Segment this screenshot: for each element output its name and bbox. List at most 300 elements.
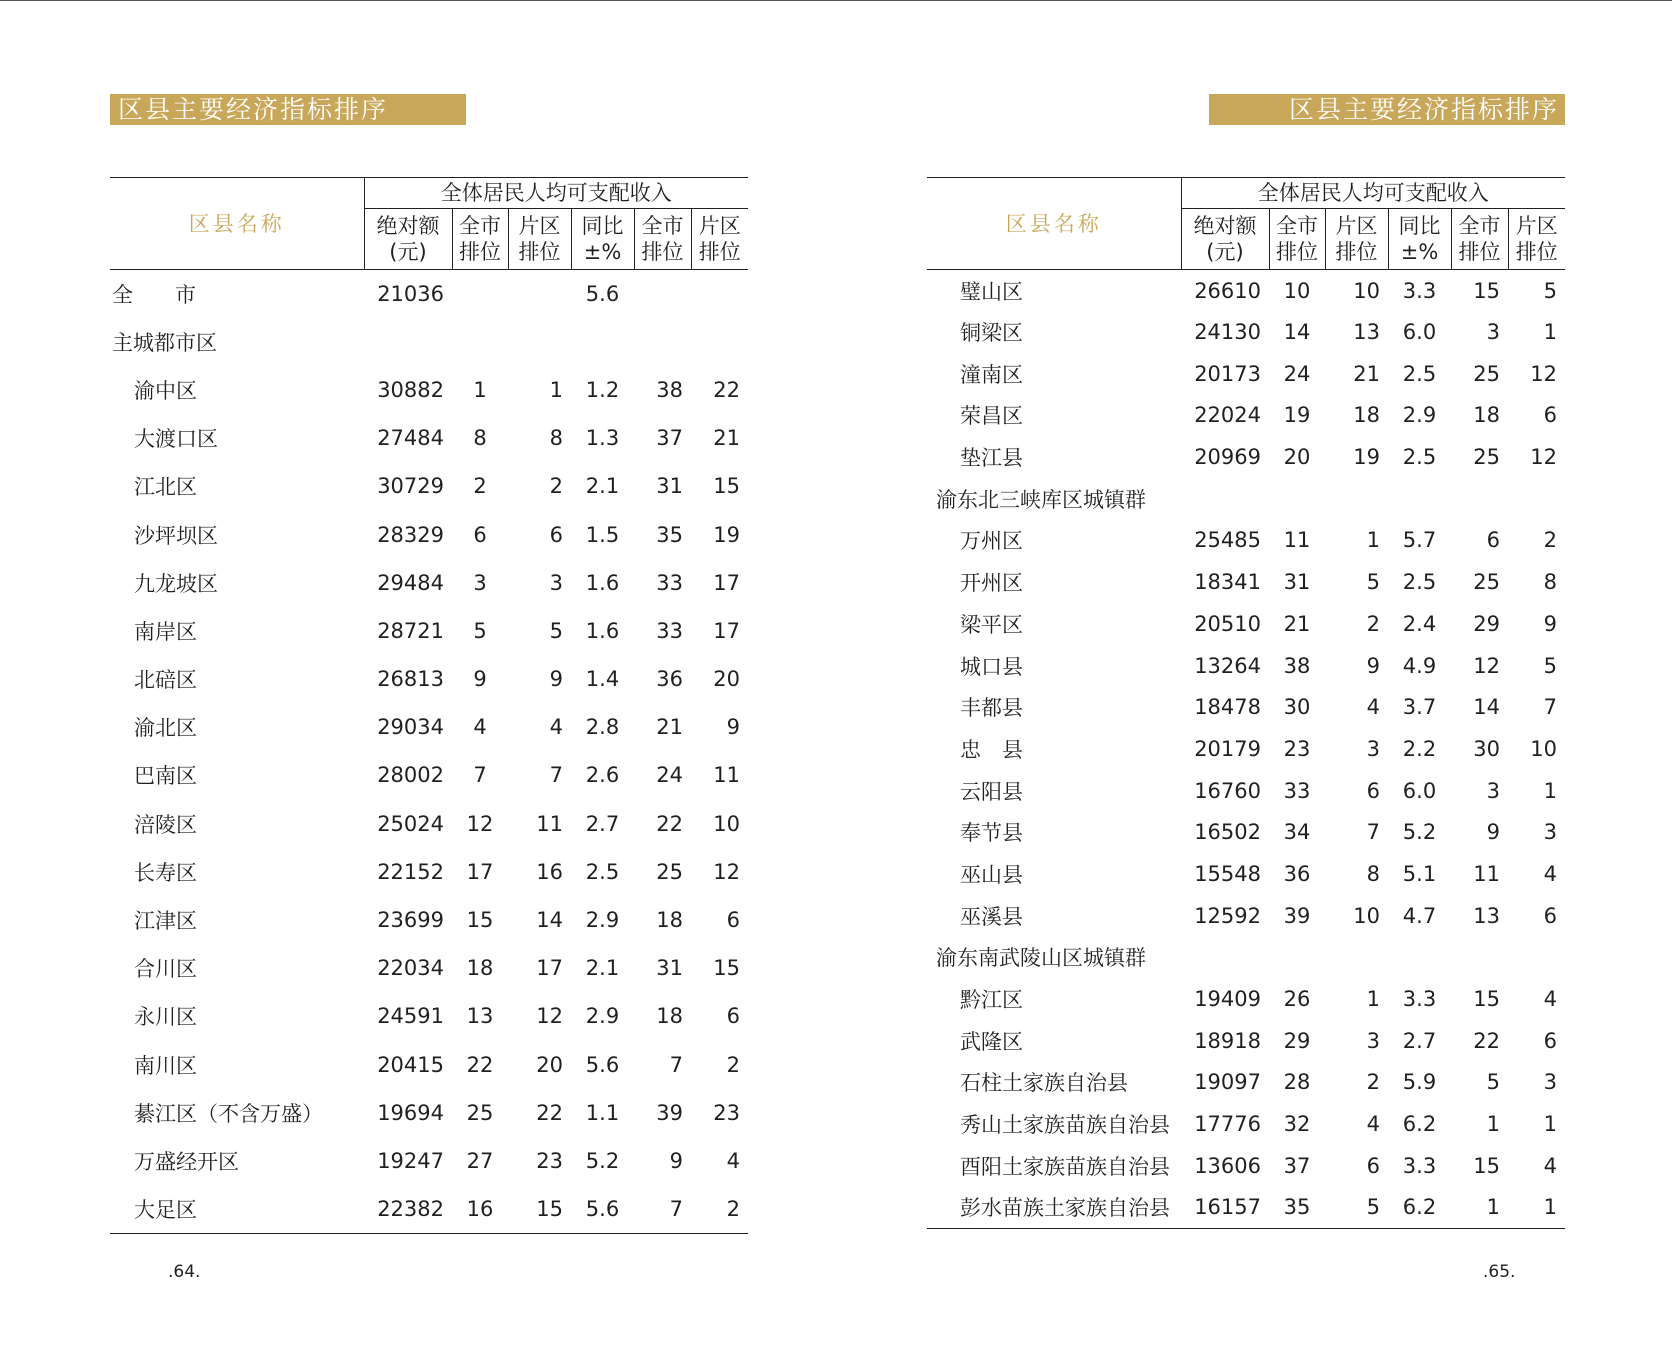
income-absolute: 29034 — [377, 715, 444, 740]
yoy-rank-city: 25 — [1473, 445, 1500, 470]
col-header-rank-city: 全市 排位 — [1269, 209, 1325, 270]
yoy-change: 1.6 — [585, 618, 620, 643]
yoy-rank-area: 3 — [1543, 1070, 1558, 1095]
table-row — [927, 978, 1565, 1020]
rank-area: 16 — [536, 859, 563, 884]
yoy-rank-area: 11 — [713, 763, 741, 788]
yoy-change: 6.2 — [1388, 1187, 1451, 1229]
yoy-rank-city: 18 — [656, 908, 683, 933]
district-name: 主城都市区 — [112, 330, 217, 355]
income-absolute: 27484 — [377, 426, 444, 451]
yoy-rank-city: 22 — [656, 811, 683, 836]
yoy-rank-city: 13 — [1473, 903, 1500, 928]
yoy-change: 1.6 — [585, 570, 620, 595]
income-absolute: 20179 — [1194, 736, 1261, 761]
district-name: 开州区 — [960, 571, 1023, 596]
income-absolute: 18341 — [1194, 570, 1261, 595]
district-name: 巴南区 — [134, 764, 197, 789]
rank-city: 20 — [1283, 445, 1311, 470]
district-name: 全 市 — [112, 282, 196, 307]
district-name: 涪陵区 — [134, 812, 197, 837]
income-absolute: 20173 — [1194, 361, 1261, 386]
yoy-change: 6.2 — [1402, 1112, 1437, 1137]
rank-city: 1 — [473, 377, 487, 402]
district-name: 万州区 — [960, 529, 1023, 554]
yoy-rank-area: 15 — [713, 474, 741, 499]
col-header-abs: 绝对额 (元) — [1181, 209, 1269, 270]
rank-area: 5 — [1325, 1187, 1388, 1229]
rank-city: 13 — [466, 1004, 494, 1029]
rank-city: 7 — [473, 763, 487, 788]
income-absolute: 26610 — [1194, 278, 1261, 303]
rank-area: 6 — [1366, 1153, 1380, 1178]
col-header-yoy-rank-city: 全市 排位 — [1451, 209, 1508, 270]
district-name: 荣昌区 — [960, 404, 1023, 429]
district-name: 巫山县 — [960, 862, 1023, 887]
rank-area: 18 — [1353, 403, 1380, 428]
district-name: 酉阳土家族苗族自治县 — [960, 1154, 1170, 1179]
yoy-rank-city: 7 — [634, 1185, 691, 1233]
col-header-yoy-rank-area: 片区 排位 — [1508, 209, 1565, 270]
col-header-rank-city: 全市 排位 — [452, 209, 508, 270]
table-row — [927, 853, 1565, 895]
rank-area: 9 — [1366, 653, 1380, 678]
district-name: 合川区 — [134, 957, 197, 982]
yoy-rank-city: 18 — [656, 1004, 683, 1029]
district-name: 铜梁区 — [960, 321, 1023, 346]
yoy-change: 3.7 — [1402, 695, 1437, 720]
income-absolute: 24130 — [1194, 320, 1261, 345]
table-row — [927, 1062, 1565, 1104]
table-row — [110, 366, 748, 414]
rank-city: 23 — [1283, 736, 1311, 761]
district-name: 南岸区 — [134, 619, 197, 644]
district-name: 南川区 — [134, 1053, 197, 1078]
district-name: 武隆区 — [960, 1029, 1023, 1054]
section-banner: 区县主要经济指标排序 — [1209, 94, 1565, 125]
section-banner: 区县主要经济指标排序 — [110, 94, 466, 125]
yoy-change: 5.2 — [1402, 820, 1437, 845]
yoy-rank-city: 15 — [1473, 278, 1500, 303]
district-name: 万盛经开区 — [134, 1149, 239, 1174]
yoy-rank-city — [1451, 478, 1508, 520]
district-name: 梁平区 — [960, 612, 1023, 637]
rank-area: 19 — [1353, 445, 1380, 470]
district-name: 綦江区（不含万盛） — [134, 1101, 323, 1126]
yoy-change: 1.3 — [585, 426, 620, 451]
yoy-change: 2.4 — [1402, 611, 1437, 636]
yoy-change: 5.6 — [585, 1052, 620, 1077]
rank-city: 30 — [1283, 695, 1311, 720]
rank-area: 17 — [536, 956, 563, 981]
rank-city: 8 — [473, 426, 487, 451]
group-header: 全体居民人均可支配收入 — [1181, 178, 1565, 209]
col-header-rank-area: 片区 排位 — [1325, 209, 1388, 270]
rank-area: 11 — [536, 811, 563, 836]
table-row — [927, 311, 1565, 353]
yoy-rank-area: 1 — [1543, 778, 1558, 803]
yoy-change — [571, 318, 634, 366]
col-header-rank-area: 片区 排位 — [508, 209, 571, 270]
yoy-rank-city: 37 — [656, 426, 683, 451]
yoy-change: 2.8 — [585, 715, 620, 740]
table-row — [110, 655, 748, 703]
income-absolute: 16760 — [1194, 778, 1261, 803]
yoy-rank-city: 39 — [656, 1100, 683, 1125]
income-absolute: 19409 — [1194, 987, 1261, 1012]
income-absolute: 16157 — [1181, 1187, 1269, 1229]
income-absolute: 19097 — [1194, 1070, 1261, 1095]
table-row — [110, 992, 748, 1040]
income-absolute: 24591 — [377, 1004, 444, 1029]
district-name: 云阳县 — [960, 779, 1023, 804]
table-row — [110, 462, 748, 510]
income-absolute: 16502 — [1194, 820, 1261, 845]
income-absolute: 19247 — [377, 1148, 444, 1173]
rank-area: 15 — [508, 1185, 571, 1233]
yoy-change: 5.1 — [1402, 861, 1437, 886]
rank-city: 19 — [1283, 403, 1311, 428]
income-absolute: 20415 — [377, 1052, 444, 1077]
yoy-rank-area: 9 — [1543, 611, 1558, 636]
district-name: 忠 县 — [960, 737, 1023, 762]
rank-area: 4 — [1366, 695, 1380, 720]
rank-city: 5 — [473, 618, 487, 643]
district-name: 彭水苗族土家族自治县 — [927, 1187, 1181, 1229]
table-row — [110, 559, 748, 607]
rank-city: 6 — [473, 522, 487, 547]
col-header-yoy: 同比 ±% — [1388, 209, 1451, 270]
rank-city: 4 — [473, 715, 487, 740]
district-name: 沙坪坝区 — [134, 523, 218, 548]
yoy-rank-area: 1 — [1543, 320, 1558, 345]
rank-area: 9 — [549, 667, 563, 692]
yoy-rank-city: 31 — [656, 956, 683, 981]
district-name-header: 区县名称 — [110, 178, 364, 270]
yoy-rank-area: 10 — [713, 811, 741, 836]
rank-area: 2 — [1366, 1070, 1380, 1095]
yoy-change: 2.7 — [1402, 1028, 1437, 1053]
yoy-rank-area: 6 — [1543, 403, 1558, 428]
district-name: 奉节县 — [960, 821, 1023, 846]
yoy-rank-area: 6 — [1543, 1028, 1558, 1053]
table-row — [110, 1185, 748, 1233]
yoy-rank-city: 12 — [1473, 653, 1500, 678]
yoy-change: 2.2 — [1402, 736, 1437, 761]
rank-city: 3 — [473, 570, 487, 595]
yoy-change: 2.7 — [585, 811, 620, 836]
table-row — [927, 811, 1565, 853]
yoy-rank-area: 23 — [713, 1100, 741, 1125]
table-row — [110, 1137, 748, 1185]
group-header: 全体居民人均可支配收入 — [364, 178, 748, 209]
yoy-rank-city: 7 — [669, 1052, 683, 1077]
yoy-rank-area: 5 — [1543, 278, 1558, 303]
rank-area: 3 — [1366, 1028, 1380, 1053]
yoy-change: 5.9 — [1402, 1070, 1437, 1095]
district-name: 潼南区 — [960, 362, 1023, 387]
rank-area: 4 — [1366, 1112, 1380, 1137]
rank-city: 2 — [473, 474, 487, 499]
yoy-rank-area: 9 — [726, 715, 741, 740]
table-row — [110, 318, 748, 366]
yoy-rank-area: 6 — [726, 908, 741, 933]
rank-area: 21 — [1353, 361, 1380, 386]
yoy-change: 5.6 — [571, 1185, 634, 1233]
yoy-rank-area: 19 — [713, 522, 741, 547]
rank-city: 22 — [466, 1052, 494, 1077]
rank-city: 12 — [466, 811, 494, 836]
yoy-rank-area: 22 — [713, 377, 741, 402]
rank-area: 1 — [1366, 528, 1380, 553]
district-name: 渝东南武陵山区城镇群 — [936, 946, 1146, 971]
yoy-rank-area: 2 — [1543, 528, 1558, 553]
rank-area: 7 — [1366, 820, 1380, 845]
yoy-rank-area: 20 — [713, 667, 741, 692]
yoy-rank-city — [634, 318, 691, 366]
rank-area — [508, 270, 571, 318]
income-absolute: 30729 — [377, 474, 444, 499]
yoy-rank-area: 12 — [713, 859, 741, 884]
table-row — [110, 1041, 748, 1089]
rank-city: 34 — [1283, 820, 1311, 845]
yoy-rank-area — [691, 270, 748, 318]
income-absolute: 23699 — [377, 908, 444, 933]
yoy-rank-city: 18 — [1473, 403, 1500, 428]
rank-city: 27 — [466, 1148, 494, 1173]
table-row — [927, 770, 1565, 812]
rank-city: 25 — [466, 1100, 494, 1125]
yoy-rank-city: 5 — [1486, 1070, 1500, 1095]
yoy-rank-city: 3 — [1486, 320, 1500, 345]
income-absolute — [1181, 937, 1269, 979]
income-absolute: 28329 — [377, 522, 444, 547]
income-absolute: 19694 — [377, 1100, 444, 1125]
yoy-rank-area: 10 — [1530, 736, 1558, 761]
yoy-change: 6.0 — [1402, 320, 1437, 345]
rank-area: 2 — [1366, 611, 1380, 636]
yoy-rank-city: 36 — [656, 667, 683, 692]
yoy-change: 2.1 — [585, 956, 620, 981]
yoy-change: 2.5 — [1402, 570, 1437, 595]
table-row — [110, 510, 748, 558]
rank-area: 10 — [1353, 903, 1380, 928]
table-row — [927, 395, 1565, 437]
yoy-change: 2.5 — [1402, 361, 1437, 386]
district-name: 璧山区 — [960, 279, 1023, 304]
rank-city: 24 — [1283, 361, 1311, 386]
yoy-rank-area — [691, 318, 748, 366]
yoy-rank-area: 2 — [726, 1052, 741, 1077]
yoy-rank-area: 12 — [1530, 361, 1558, 386]
district-name: 黔江区 — [960, 988, 1023, 1013]
income-absolute: 12592 — [1194, 903, 1261, 928]
income-absolute: 28002 — [377, 763, 444, 788]
yoy-change: 1.1 — [585, 1100, 620, 1125]
col-header-yoy-rank-area: 片区 排位 — [691, 209, 748, 270]
district-name: 江津区 — [134, 909, 197, 934]
yoy-rank-city: 15 — [1473, 1153, 1500, 1178]
yoy-change: 5.2 — [585, 1148, 620, 1173]
yoy-rank-area: 4 — [1543, 1153, 1558, 1178]
yoy-rank-area: 6 — [726, 1004, 741, 1029]
yoy-rank-area: 6 — [1543, 903, 1558, 928]
yoy-change: 3.3 — [1402, 278, 1437, 303]
rank-city: 35 — [1269, 1187, 1325, 1229]
yoy-rank-area: 4 — [1543, 861, 1558, 886]
yoy-rank-area: 1 — [1508, 1187, 1565, 1229]
rank-city: 38 — [1283, 653, 1311, 678]
table-row — [110, 751, 748, 799]
yoy-rank-city: 15 — [1473, 987, 1500, 1012]
rank-city: 28 — [1283, 1070, 1311, 1095]
yoy-rank-city: 38 — [656, 377, 683, 402]
rank-area: 5 — [1366, 570, 1380, 595]
district-name-header: 区县名称 — [927, 178, 1181, 270]
district-name: 永川区 — [134, 1005, 197, 1030]
table-row — [927, 603, 1565, 645]
yoy-change: 2.9 — [585, 1004, 620, 1029]
rank-area: 1 — [549, 377, 563, 402]
table-row — [110, 896, 748, 944]
rank-city: 37 — [1283, 1153, 1311, 1178]
yoy-rank-area: 17 — [713, 618, 741, 643]
yoy-rank-city: 1 — [1451, 1187, 1508, 1229]
left-page — [110, 0, 748, 1353]
yoy-rank-city: 35 — [656, 522, 683, 547]
table-row — [927, 520, 1565, 562]
table-row — [927, 1145, 1565, 1187]
yoy-change: 2.1 — [585, 474, 620, 499]
yoy-rank-city: 22 — [1473, 1028, 1500, 1053]
income-absolute: 20969 — [1194, 445, 1261, 470]
rank-area — [1325, 937, 1388, 979]
income-absolute: 30882 — [377, 377, 444, 402]
yoy-rank-area: 5 — [1543, 653, 1558, 678]
col-header-yoy: 同比 ±% — [571, 209, 634, 270]
yoy-change: 3.3 — [1402, 1153, 1437, 1178]
table-row — [927, 937, 1565, 979]
income-absolute: 28721 — [377, 618, 444, 643]
rank-area — [1325, 478, 1388, 520]
rank-city: 16 — [452, 1185, 508, 1233]
income-absolute: 20510 — [1194, 611, 1261, 636]
table-row — [927, 1187, 1565, 1229]
table-row — [927, 353, 1565, 395]
table-row — [110, 414, 748, 462]
rank-area: 20 — [536, 1052, 563, 1077]
rank-city: 33 — [1283, 778, 1311, 803]
income-ranking-table — [110, 177, 748, 1234]
yoy-change: 2.9 — [1402, 403, 1437, 428]
table-row — [927, 895, 1565, 937]
district-name: 江北区 — [134, 475, 197, 500]
page-number: .64. — [168, 1262, 201, 1282]
yoy-change: 4.7 — [1402, 903, 1437, 928]
yoy-change: 5.7 — [1402, 528, 1437, 553]
rank-area: 5 — [549, 618, 563, 643]
yoy-rank-area: 7 — [1543, 695, 1558, 720]
rank-area: 8 — [1366, 861, 1380, 886]
district-name: 秀山土家族苗族自治县 — [960, 1113, 1170, 1138]
yoy-change: 2.9 — [585, 908, 620, 933]
yoy-rank-city: 1 — [1486, 1112, 1500, 1137]
yoy-rank-area: 15 — [713, 956, 741, 981]
rank-city: 18 — [466, 956, 494, 981]
yoy-rank-city: 6 — [1486, 528, 1500, 553]
district-name: 北碚区 — [134, 668, 197, 693]
yoy-rank-area — [1508, 937, 1565, 979]
rank-city: 17 — [466, 859, 494, 884]
rank-city: 26 — [1283, 987, 1311, 1012]
table-row — [110, 607, 748, 655]
district-name: 丰都县 — [960, 696, 1023, 721]
table-row — [927, 436, 1565, 478]
rank-city — [452, 270, 508, 318]
table-row — [110, 1089, 748, 1137]
income-absolute: 25024 — [377, 811, 444, 836]
yoy-rank-city: 31 — [656, 474, 683, 499]
rank-area: 6 — [1366, 778, 1380, 803]
income-absolute: 22382 — [364, 1185, 452, 1233]
table-row — [927, 645, 1565, 687]
rank-city: 10 — [1283, 278, 1311, 303]
rank-area: 2 — [549, 474, 563, 499]
income-absolute — [1181, 478, 1269, 520]
yoy-change — [1388, 478, 1451, 520]
table-row — [110, 703, 748, 751]
rank-area: 3 — [1366, 736, 1380, 761]
yoy-rank-area: 2 — [691, 1185, 748, 1233]
district-name: 九龙坡区 — [134, 571, 218, 596]
right-page — [927, 0, 1565, 1353]
yoy-rank-city: 9 — [1486, 820, 1500, 845]
rank-area: 7 — [549, 763, 563, 788]
district-name: 渝中区 — [134, 378, 197, 403]
yoy-rank-city: 11 — [1473, 861, 1500, 886]
yoy-rank-city: 14 — [1473, 695, 1500, 720]
district-name: 大渡口区 — [134, 427, 218, 452]
rank-area: 8 — [549, 426, 563, 451]
yoy-change: 1.5 — [585, 522, 620, 547]
table-row — [927, 728, 1565, 770]
rank-city: 14 — [1283, 320, 1311, 345]
district-name: 长寿区 — [134, 860, 197, 885]
table-row — [110, 270, 748, 318]
rank-city: 31 — [1283, 570, 1311, 595]
rank-city: 39 — [1283, 903, 1311, 928]
income-absolute: 13606 — [1194, 1153, 1261, 1178]
rank-area: 22 — [536, 1100, 563, 1125]
yoy-rank-city — [1451, 937, 1508, 979]
table-row — [110, 944, 748, 992]
col-header-abs: 绝对额 (元) — [364, 209, 452, 270]
income-absolute: 17776 — [1194, 1112, 1261, 1137]
yoy-change: 1.2 — [585, 377, 620, 402]
district-name: 城口县 — [960, 654, 1023, 679]
yoy-change: 6.0 — [1402, 778, 1437, 803]
income-absolute: 22152 — [377, 859, 444, 884]
yoy-rank-city — [634, 270, 691, 318]
income-absolute: 15548 — [1194, 861, 1261, 886]
rank-area: 6 — [549, 522, 563, 547]
income-absolute: 29484 — [377, 570, 444, 595]
rank-area: 4 — [549, 715, 563, 740]
table-row — [927, 270, 1565, 312]
yoy-rank-area: 4 — [1543, 987, 1558, 1012]
income-absolute: 18478 — [1194, 695, 1261, 720]
yoy-rank-city: 21 — [656, 715, 683, 740]
